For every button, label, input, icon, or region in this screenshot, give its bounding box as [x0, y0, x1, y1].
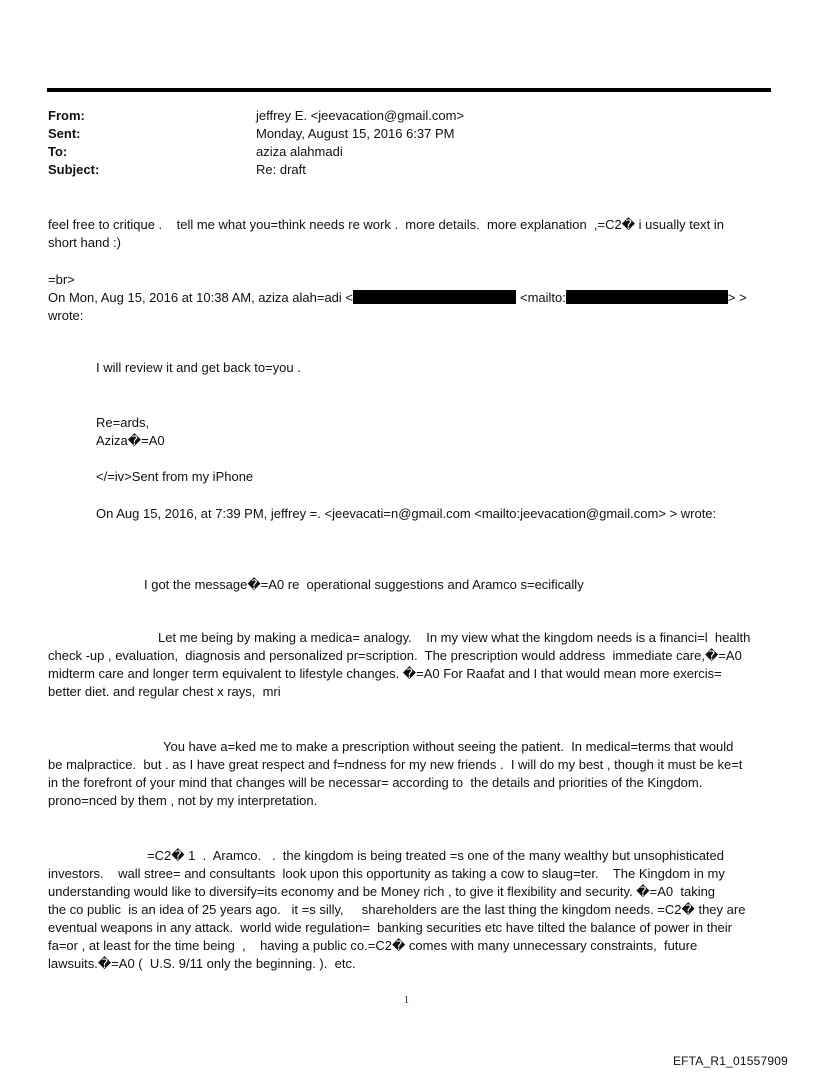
message-line: I got the message�=A0 re operational suggestions and Aramco s=ecifically [144, 577, 584, 592]
redaction-bar [566, 290, 728, 304]
para3-line: investors. wall stree= and consultants look upon this opportunity as taking a cow to slaug=ter. The Kingdom in my [48, 866, 725, 881]
intro-line-2: short hand :) [48, 235, 121, 250]
subject-label: Subject: [48, 162, 100, 177]
quote-header-line [48, 289, 747, 307]
para3-line: the co public is an idea of 25 years ago. it =s silly, shareholders are the last thing the kingdom needs. =C2� they are [48, 902, 746, 917]
redaction-bar [353, 290, 516, 304]
quote-header-part-c: > > [727, 290, 747, 305]
intro-line-1: feel free to critique . tell me what you=think needs re work . more details. more explanation ,=C2� i usually text in [48, 217, 724, 232]
signature-line: Aziza�=A0 [96, 433, 165, 448]
quote-header-part-a: On Mon, Aug 15, 2016 at 10:38 AM, aziza alah=adi < [48, 290, 353, 305]
subject-value: Re: draft [256, 162, 306, 177]
to-row [48, 143, 464, 161]
iphone-line: </=iv>Sent from my iPhone [96, 469, 254, 484]
para2-line: prono=nced by them , not by my interpretation. [48, 793, 318, 808]
para3-line: lawsuits.�=A0 ( U.S. 9/11 only the beginning. ). etc. [48, 956, 356, 971]
to-value: aziza alahmadi [256, 144, 343, 159]
from-label: From: [48, 108, 85, 123]
regards-line: Re=ards, [96, 415, 150, 430]
sent-row [48, 125, 464, 143]
from-value: jeffrey E. <jeevacation@gmail.com> [256, 108, 465, 123]
subject-row [48, 161, 464, 179]
para1-line: better diet. and regular chest x rays, mri [48, 684, 281, 699]
para1-first-line: Let me being by making a medica= analogy. In my view what the kingdom needs is a financi=l health [158, 630, 751, 645]
para2-line: be malpractice. but . as I have great respect and f=ndness for my new friends . I will do my best , though it must be ke=t [48, 757, 743, 772]
para2-line: in the forefront of your mind that changes will be necessar= according to the details and priorities of the Kingdom. [48, 775, 703, 790]
review-line: I will review it and get back to=you . [96, 360, 301, 375]
email-header [48, 107, 464, 179]
sent-value: Monday, August 15, 2016 6:37 PM [256, 126, 455, 141]
br-tag-text: =br> [48, 272, 75, 287]
para2-first-line: You have a=ked me to make a prescription without seeing the patient. In medical=terms that would [163, 739, 734, 754]
para3-first-line: =C2� 1 . Aramco. . the kingdom is being treated =s one of the many wealthy but unsophisticated [147, 848, 724, 863]
para1-line: check -up , evaluation, diagnosis and personalized pr=scription. The prescription would address immediate care,�=A0 [48, 648, 742, 663]
quote-header-wrote: wrote: [48, 308, 84, 323]
document-id: EFTA_R1_01557909 [672, 1054, 788, 1068]
para3-line: fa=or , at least for the time being , having a public co.=C2� comes with many unnecessary constraints, future [48, 938, 698, 953]
to-label: To: [48, 144, 68, 159]
para3-line: understanding would like to diversify=its economy and be Money rich , to give it flexibility and security. �=A0 taking [48, 884, 716, 899]
from-row [48, 107, 464, 125]
quote-header-2: On Aug 15, 2016, at 7:39 PM, jeffrey =. <jeevacati=n@gmail.com <mailto:jeevacation@gmail.com> > wrote: [96, 506, 717, 521]
para1-line: midterm care and longer term equivalent to lifestyle changes. �=A0 For Raafat and I that would mean more exercis= [48, 666, 722, 681]
quote-header-part-b: <mailto: [520, 290, 566, 305]
page-number: 1 [404, 995, 409, 1006]
sent-label: Sent: [48, 126, 81, 141]
para3-line: eventual weapons in any attack. world wide regulation= banking securities etc have tilted the balance of power in their [48, 920, 732, 935]
header-rule [47, 88, 771, 92]
